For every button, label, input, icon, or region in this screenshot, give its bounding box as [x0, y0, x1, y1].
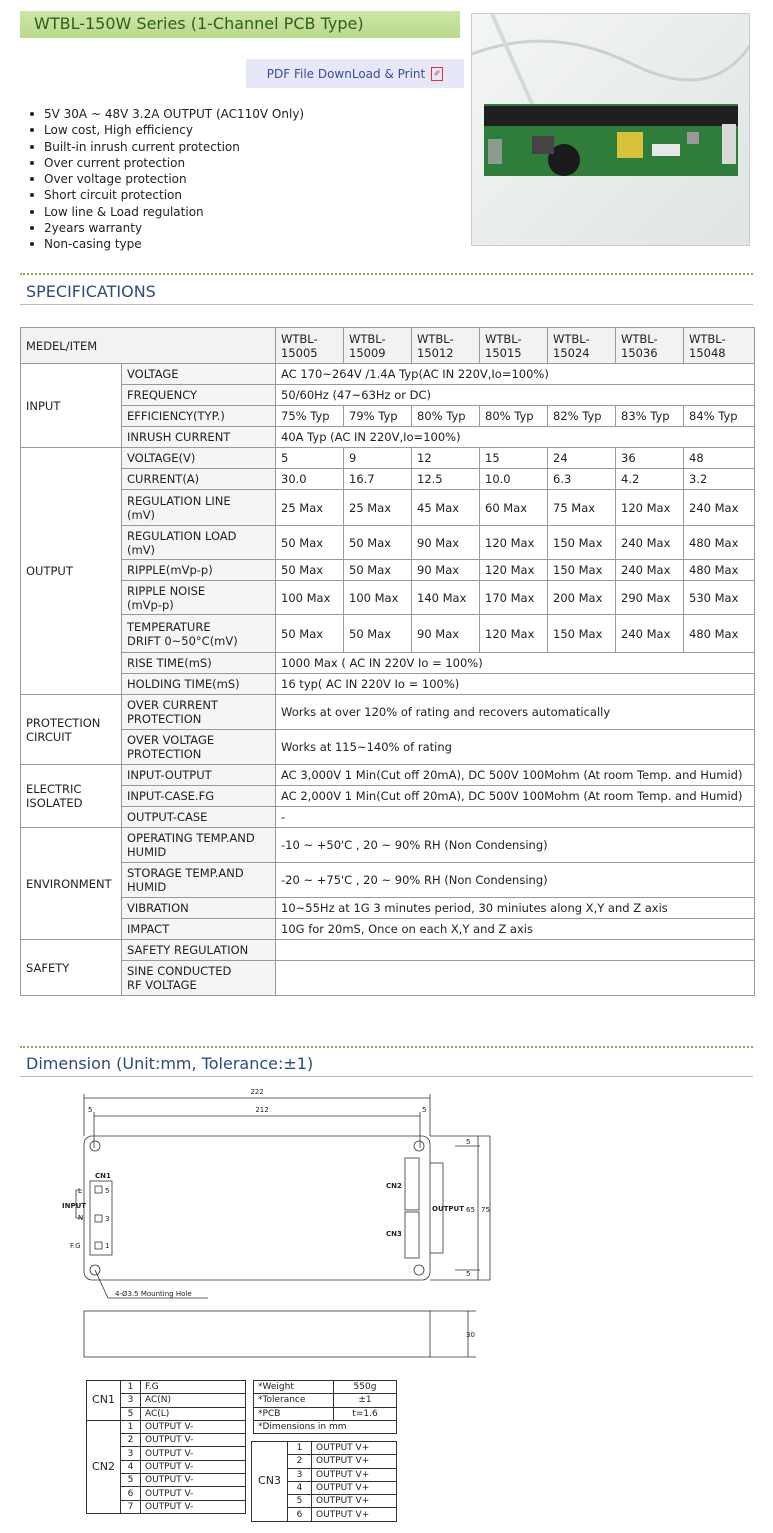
properties-table	[253, 1380, 397, 1434]
property-name: *Tolerance	[254, 1394, 334, 1407]
value-cell: 75 Max	[548, 490, 616, 526]
value-span: 1000 Max ( AC IN 220V Io = 100%)	[276, 653, 755, 674]
value-cell: 12.5	[412, 469, 480, 490]
pin-number: 1	[121, 1381, 141, 1394]
table-row	[21, 765, 755, 786]
pin-number: 2	[121, 1434, 141, 1447]
feature-item: 2years warranty	[26, 220, 304, 236]
item-label: INPUT-OUTPUT	[122, 765, 276, 786]
value-cell: 50 Max	[344, 526, 412, 560]
value-cell: 90 Max	[412, 526, 480, 560]
model-header: WTBL- 15009	[344, 328, 412, 364]
value-cell: 80% Typ	[480, 406, 548, 427]
item-label: REGULATION LINE (mV)	[122, 490, 276, 526]
pin-row	[87, 1420, 246, 1433]
value-cell: 83% Typ	[616, 406, 684, 427]
value-cell: 50 Max	[344, 560, 412, 581]
value-span: 10G for 20mS, Once on each X,Y and Z axis	[276, 919, 755, 940]
model-header: WTBL- 15012	[412, 328, 480, 364]
product-photo	[471, 13, 750, 246]
value-cell: 50 Max	[344, 615, 412, 653]
cn1-pin3: 3	[105, 1215, 110, 1223]
specifications-table	[20, 327, 755, 996]
pin-number: 3	[288, 1468, 312, 1481]
table-row	[21, 730, 755, 765]
property-value: 550g	[334, 1381, 397, 1394]
cn2-name: CN2	[87, 1420, 121, 1513]
value-span: 40A Typ (AC IN 220V,Io=100%)	[276, 427, 755, 448]
pin-number: 3	[121, 1447, 141, 1460]
table-row	[21, 364, 755, 385]
pin-row	[252, 1442, 397, 1455]
item-label: VOLTAGE(V)	[122, 448, 276, 469]
item-label: SAFETY REGULATION	[122, 940, 276, 961]
dim-222: 222	[250, 1088, 264, 1096]
item-label: OPERATING TEMP.AND HUMID	[122, 828, 276, 863]
value-span: Works at 115~140% of rating	[276, 730, 755, 765]
pin-number: 2	[288, 1455, 312, 1468]
value-cell: 100 Max	[276, 581, 344, 615]
value-cell: 12	[412, 448, 480, 469]
table-row	[21, 807, 755, 828]
value-span: 10~55Hz at 1G 3 minutes period, 30 miniutes along X,Y and Z axis	[276, 898, 755, 919]
pin-number: 6	[121, 1487, 141, 1500]
value-span: -20 ~ +75'C , 20 ~ 90% RH (Non Condensing)	[276, 863, 755, 898]
pdf-icon: ✐	[431, 67, 443, 81]
value-cell: 16.7	[344, 469, 412, 490]
pin-number: 7	[121, 1500, 141, 1513]
value-cell: 24	[548, 448, 616, 469]
feature-item: Non-casing type	[26, 236, 304, 252]
group-label: INPUT	[21, 364, 122, 448]
pin-number: 5	[121, 1474, 141, 1487]
item-label: RIPPLE NOISE (mVp-p)	[122, 581, 276, 615]
feature-item: Low cost, High efficiency	[26, 122, 304, 138]
pin-number: 1	[121, 1420, 141, 1433]
item-label: INRUSH CURRENT	[122, 427, 276, 448]
dim-5-top: 5	[466, 1138, 471, 1146]
table-row	[21, 615, 755, 653]
pin-function: F.G	[141, 1381, 246, 1394]
cn1-name: CN1	[87, 1381, 121, 1421]
table-row	[21, 406, 755, 427]
pin-number: 5	[121, 1407, 141, 1420]
model-header: WTBL- 15005	[276, 328, 344, 364]
group-label: SAFETY	[21, 940, 122, 996]
cn3-name: CN3	[252, 1442, 288, 1522]
dim-5-right: 5	[422, 1106, 427, 1114]
feature-list	[26, 106, 304, 253]
cn1-pin1: 1	[105, 1242, 110, 1250]
item-label: IMPACT	[122, 919, 276, 940]
pin-function: AC(N)	[141, 1394, 246, 1407]
value-cell: 150 Max	[548, 615, 616, 653]
item-label: HOLDING TIME(mS)	[122, 674, 276, 695]
cn1-cn2-pin-table	[86, 1380, 246, 1514]
dim-65: 65	[466, 1206, 475, 1214]
page-title: WTBL-150W Series (1-Channel PCB Type)	[20, 11, 460, 38]
divider	[20, 273, 753, 275]
value-cell: 60 Max	[480, 490, 548, 526]
input-label: INPUT	[62, 1202, 87, 1210]
item-label: TEMPERATURE DRIFT 0~50°C(mV)	[122, 615, 276, 653]
pin-function: OUTPUT V+	[312, 1468, 397, 1481]
item-label: SINE CONDUCTED RF VOLTAGE	[122, 961, 276, 996]
dim-5-bottom: 5	[466, 1270, 471, 1278]
property-value: t=1.6	[334, 1407, 397, 1420]
table-header-row	[21, 328, 755, 364]
pin-function: OUTPUT V+	[312, 1508, 397, 1521]
dimensions-note: *Dimensions in mm	[254, 1420, 397, 1433]
dim-75: 75	[481, 1206, 490, 1214]
value-cell: 170 Max	[480, 581, 548, 615]
value-cell: 5	[276, 448, 344, 469]
pdf-download-label: PDF File DownLoad & Print	[266, 66, 426, 81]
item-label: OVER CURRENT PROTECTION	[122, 695, 276, 730]
pin-row	[87, 1381, 246, 1394]
output-label: OUTPUT	[432, 1205, 464, 1213]
table-row	[21, 695, 755, 730]
table-row	[21, 448, 755, 469]
value-cell: 48	[684, 448, 755, 469]
value-span: AC 3,000V 1 Min(Cut off 20mA), DC 500V 100Mohm (At room Temp. and Humid)	[276, 765, 755, 786]
value-span	[276, 961, 755, 996]
feature-item: Over voltage protection	[26, 171, 304, 187]
table-row	[21, 490, 755, 526]
value-span: AC 170~264V /1.4A Typ(AC IN 220V,Io=100%)	[276, 364, 755, 385]
value-cell: 120 Max	[616, 490, 684, 526]
value-cell: 84% Typ	[684, 406, 755, 427]
property-row	[254, 1394, 397, 1407]
table-row	[21, 581, 755, 615]
cn3-label: CN3	[386, 1230, 402, 1238]
model-header: WTBL- 15015	[480, 328, 548, 364]
table-row	[21, 898, 755, 919]
pin-number: 6	[288, 1508, 312, 1521]
mounting-hole-note: 4-Ø3.5 Mounting Hole	[115, 1290, 192, 1298]
property-value: ±1	[334, 1394, 397, 1407]
value-cell: 25 Max	[344, 490, 412, 526]
pin-number: 3	[121, 1394, 141, 1407]
dim-5-left: 5	[88, 1106, 93, 1114]
value-span: -	[276, 807, 755, 828]
value-cell: 82% Typ	[548, 406, 616, 427]
pin-function: OUTPUT V-	[141, 1474, 246, 1487]
table-row	[21, 940, 755, 961]
value-cell: 480 Max	[684, 560, 755, 581]
value-span: Works at over 120% of rating and recovers automatically	[276, 695, 755, 730]
value-cell: 120 Max	[480, 560, 548, 581]
feature-item: 5V 30A ~ 48V 3.2A OUTPUT (AC110V Only)	[26, 106, 304, 122]
item-label: FREQUENCY	[122, 385, 276, 406]
value-span: 50/60Hz (47~63Hz or DC)	[276, 385, 755, 406]
pin-function: OUTPUT V-	[141, 1420, 246, 1433]
value-cell: 9	[344, 448, 412, 469]
table-row	[21, 674, 755, 695]
pin-function: OUTPUT V-	[141, 1487, 246, 1500]
item-label: INPUT-CASE.FG	[122, 786, 276, 807]
group-label: PROTECTION CIRCUIT	[21, 695, 122, 765]
pin-function: OUTPUT V+	[312, 1495, 397, 1508]
value-cell: 6.3	[548, 469, 616, 490]
table-row	[21, 385, 755, 406]
value-cell: 30.0	[276, 469, 344, 490]
pin-number: 4	[121, 1460, 141, 1473]
value-cell: 150 Max	[548, 526, 616, 560]
cn3-pin-table	[251, 1441, 397, 1522]
divider	[20, 1046, 753, 1048]
item-label: EFFICIENCY(TYP.)	[122, 406, 276, 427]
table-row	[21, 919, 755, 940]
l-label: L	[78, 1187, 82, 1195]
value-span: AC 2,000V 1 Min(Cut off 20mA), DC 500V 100Mohm (At room Temp. and Humid)	[276, 786, 755, 807]
property-name: *Weight	[254, 1381, 334, 1394]
pin-number: 4	[288, 1481, 312, 1494]
value-cell: 36	[616, 448, 684, 469]
model-header: WTBL- 15024	[548, 328, 616, 364]
table-row	[21, 560, 755, 581]
feature-item: Short circuit protection	[26, 187, 304, 203]
pin-function: OUTPUT V+	[312, 1442, 397, 1455]
divider	[20, 304, 753, 305]
pin-function: OUTPUT V-	[141, 1460, 246, 1473]
value-cell: 120 Max	[480, 526, 548, 560]
item-label: RIPPLE(mVp-p)	[122, 560, 276, 581]
item-label: CURRENT(A)	[122, 469, 276, 490]
cn2-label: CN2	[386, 1182, 402, 1190]
value-cell: 90 Max	[412, 615, 480, 653]
value-span	[276, 940, 755, 961]
specifications-heading: SPECIFICATIONS	[26, 282, 156, 301]
value-cell: 530 Max	[684, 581, 755, 615]
value-cell: 10.0	[480, 469, 548, 490]
table-row	[21, 786, 755, 807]
group-label: ENVIRONMENT	[21, 828, 122, 940]
cn1-pin5: 5	[105, 1187, 110, 1195]
value-span: 16 typ( AC IN 220V Io = 100%)	[276, 674, 755, 695]
property-row	[254, 1407, 397, 1420]
model-header: WTBL- 15048	[684, 328, 755, 364]
value-cell: 15	[480, 448, 548, 469]
property-row	[254, 1420, 397, 1433]
feature-item: Over current protection	[26, 155, 304, 171]
value-cell: 50 Max	[276, 560, 344, 581]
model-header: WTBL- 15036	[616, 328, 684, 364]
table-row	[21, 653, 755, 674]
pin-function: OUTPUT V-	[141, 1447, 246, 1460]
pdf-download-button[interactable]	[246, 59, 464, 88]
dim-30: 30	[466, 1331, 475, 1339]
item-label: VIBRATION	[122, 898, 276, 919]
value-cell: 240 Max	[616, 615, 684, 653]
n-label: N	[78, 1214, 84, 1222]
value-cell: 240 Max	[684, 490, 755, 526]
property-name: *PCB	[254, 1407, 334, 1420]
value-cell: 100 Max	[344, 581, 412, 615]
pin-number: 5	[288, 1495, 312, 1508]
item-label: REGULATION LOAD (mV)	[122, 526, 276, 560]
value-cell: 200 Max	[548, 581, 616, 615]
value-cell: 140 Max	[412, 581, 480, 615]
value-span: -10 ~ +50'C , 20 ~ 90% RH (Non Condensing)	[276, 828, 755, 863]
table-row	[21, 526, 755, 560]
value-cell: 240 Max	[616, 526, 684, 560]
value-cell: 150 Max	[548, 560, 616, 581]
group-label: ELECTRIC ISOLATED	[21, 765, 122, 828]
dimension-drawing	[0, 1078, 773, 1378]
value-cell: 80% Typ	[412, 406, 480, 427]
feature-item: Built-in inrush current protection	[26, 139, 304, 155]
pin-function: AC(L)	[141, 1407, 246, 1420]
dim-212: 212	[255, 1106, 269, 1114]
table-header-label: MEDEL/ITEM	[21, 328, 276, 364]
pin-function: OUTPUT V+	[312, 1481, 397, 1494]
value-cell: 290 Max	[616, 581, 684, 615]
pin-function: OUTPUT V+	[312, 1455, 397, 1468]
item-label: RISE TIME(mS)	[122, 653, 276, 674]
value-cell: 480 Max	[684, 526, 755, 560]
value-cell: 120 Max	[480, 615, 548, 653]
item-label: OVER VOLTAGE PROTECTION	[122, 730, 276, 765]
pin-function: OUTPUT V-	[141, 1500, 246, 1513]
item-label: STORAGE TEMP.AND HUMID	[122, 863, 276, 898]
pin-function: OUTPUT V-	[141, 1434, 246, 1447]
table-row	[21, 427, 755, 448]
table-row	[21, 961, 755, 996]
table-row	[21, 469, 755, 490]
value-cell: 75% Typ	[276, 406, 344, 427]
dimension-heading: Dimension (Unit:mm, Tolerance:±1)	[26, 1054, 314, 1073]
cn1-label: CN1	[95, 1172, 111, 1180]
value-cell: 3.2	[684, 469, 755, 490]
property-row	[254, 1381, 397, 1394]
divider	[20, 1076, 753, 1077]
feature-item: Low line & Load regulation	[26, 204, 304, 220]
value-cell: 90 Max	[412, 560, 480, 581]
value-cell: 45 Max	[412, 490, 480, 526]
item-label: VOLTAGE	[122, 364, 276, 385]
pin-number: 1	[288, 1442, 312, 1455]
value-cell: 25 Max	[276, 490, 344, 526]
table-row	[21, 828, 755, 863]
value-cell: 480 Max	[684, 615, 755, 653]
table-row	[21, 863, 755, 898]
fg-label: F.G	[70, 1242, 81, 1250]
item-label: OUTPUT-CASE	[122, 807, 276, 828]
value-cell: 50 Max	[276, 615, 344, 653]
value-cell: 79% Typ	[344, 406, 412, 427]
group-label: OUTPUT	[21, 448, 122, 695]
value-cell: 240 Max	[616, 560, 684, 581]
value-cell: 4.2	[616, 469, 684, 490]
value-cell: 50 Max	[276, 526, 344, 560]
